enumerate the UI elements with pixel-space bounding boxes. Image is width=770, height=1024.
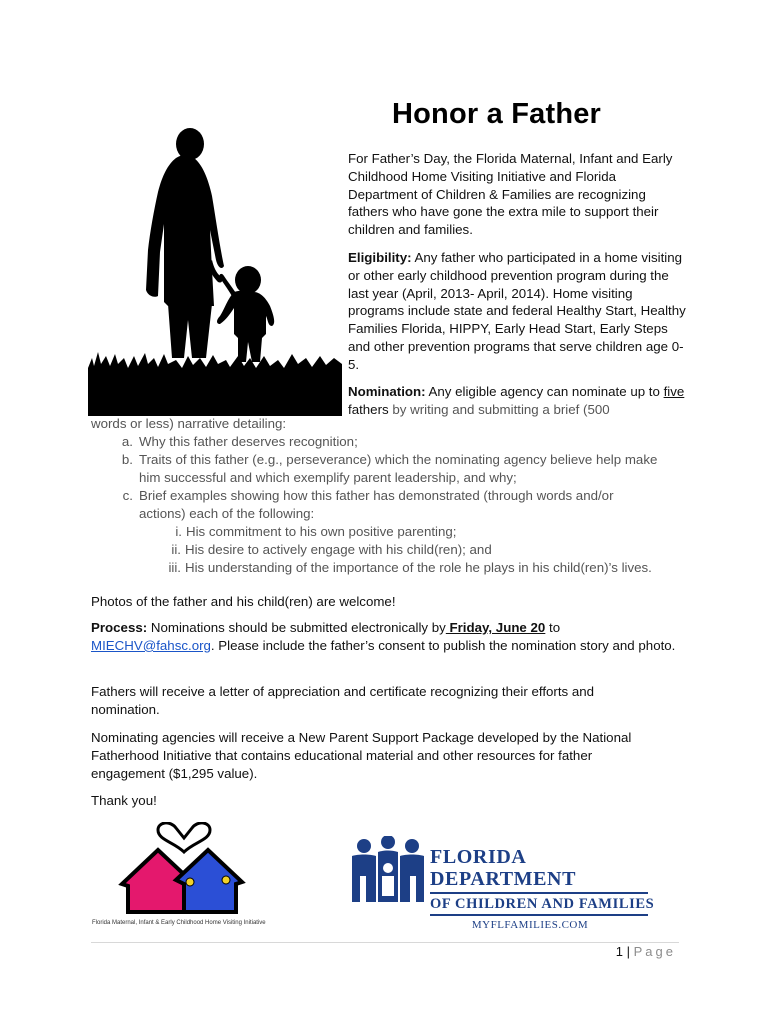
list-item-a — [113, 433, 693, 451]
intro-paragraph: For Father’s Day, the Florida Maternal, Infant and Early Childhood Home Visiting Initiative and Florida Department of Children & Families are recognizing fathers who have gone the extra mile to support their children and families. — [348, 151, 673, 238]
email-link[interactable]: MIECHV@fahsc.org — [91, 637, 211, 653]
father-child-silhouette-image — [88, 120, 342, 416]
process-text-2: to — [545, 620, 561, 635]
agencies-paragraph: Nominating agencies will receive a New Parent Support Package developed by the National Fatherhood Initiative that contains educational material and other resources for father engagement ($1,295 value). — [91, 730, 632, 781]
eligibility-text: Any father who participated in a home visiting or other early childhood prevention program during the last year (April, 2013- April, 2014). Home visiting programs include state and federal Healthy Start, Healthy Families Florida, HIPPY, Early Head Start, Early Steps and other prevention programs that serve children age 0-5. — [348, 250, 686, 372]
nomination-five: five — [663, 384, 685, 399]
list-marker: i. — [175, 524, 182, 539]
list-text: Brief examples showing how this father has demonstrated (through words and/or — [139, 488, 614, 503]
list-item-iii — [155, 559, 695, 577]
thanks-paragraph: Thank you! — [91, 793, 157, 808]
list-text: Why this father deserves recognition; — [139, 434, 358, 449]
process-text-1: Nominations should be submitted electronically by — [147, 620, 446, 635]
page-separator: | — [623, 944, 634, 959]
dcf-logo-line1: FLORIDA DEPARTMENT — [430, 846, 577, 890]
list-text-continued: him successful and which exemplify parent leadership, and why; — [139, 469, 517, 485]
nomination-continued: words or less) narrative detailing: — [91, 416, 287, 431]
process-text-3: . Please include the father’s consent to publish the nomination story and photo. — [210, 637, 676, 653]
eligibility-paragraph — [348, 249, 688, 374]
list-text: Traits of this father (e.g., perseverance) which the nominating agency believe help make — [139, 452, 658, 467]
miechv-logo — [92, 822, 282, 934]
list-item-ii — [155, 541, 675, 559]
dcf-logo-line2: OF CHILDREN AND FAMILIES — [430, 896, 655, 912]
nomination-text-1: Any eligible agency can nominate up to — [425, 384, 664, 399]
process-date: Friday, June 20 — [445, 620, 546, 635]
list-marker: b. — [121, 452, 133, 467]
process-label: Process: — [91, 620, 148, 635]
list-item-c — [113, 487, 693, 523]
list-marker: iii. — [168, 560, 181, 575]
dcf-logo-text — [430, 846, 660, 932]
dcf-divider — [430, 914, 648, 916]
nomination-text-3: by writing and submitting a brief (500 — [392, 401, 610, 417]
miechv-logo-caption: Florida Maternal, Infant & Early Childhood Home Visiting Initiative — [92, 920, 266, 926]
dcf-family-icon — [348, 836, 428, 906]
list-marker: ii. — [171, 542, 181, 557]
page-label: Page — [633, 944, 676, 959]
list-text-continued: actions) each of the following: — [139, 505, 315, 521]
process-paragraph — [91, 619, 676, 655]
nomination-paragraph — [348, 383, 688, 419]
photos-paragraph: Photos of the father and his child(ren) are welcome! — [91, 594, 396, 609]
list-item-b — [113, 451, 693, 487]
list-item-i — [162, 523, 682, 541]
footer-divider — [91, 942, 679, 943]
nomination-label: Nomination: — [348, 384, 426, 399]
list-text: His commitment to his own positive parenting; — [186, 524, 457, 539]
page-footer — [616, 944, 676, 959]
houses-heart-icon — [114, 822, 254, 918]
fathers-paragraph: Fathers will receive a letter of appreciation and certificate recognizing their efforts and nomination. — [91, 684, 595, 717]
dcf-divider — [430, 892, 648, 894]
list-marker: c. — [122, 488, 133, 503]
list-text: His understanding of the importance of the role he plays in his child(ren)’s lives. — [185, 560, 652, 575]
eligibility-label: Eligibility: — [348, 250, 412, 265]
nomination-text-2: fathers — [348, 401, 393, 417]
page-number: 1 — [615, 944, 624, 959]
list-text: His desire to actively engage with his child(ren); and — [185, 542, 492, 557]
dcf-logo — [348, 836, 658, 931]
dcf-logo-line3: MYFLFAMILIES.COM — [471, 919, 589, 931]
list-marker: a. — [121, 434, 133, 449]
page-title: Honor a Father — [392, 98, 602, 130]
